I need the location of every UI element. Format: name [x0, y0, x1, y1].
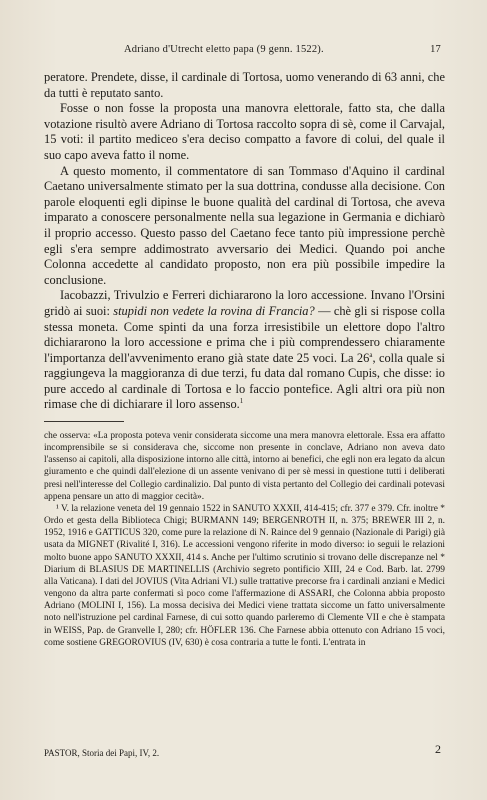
paragraph-text: , colla quale si raggiungeva la maggioranza di due terzi, fu data dal romano Cupis, che disse: io pure accedo al cardinale di Tortosa e lo faccio pontefice. Agli altri ora più non rimase che di dichiarare il loro assenso.	[44, 350, 445, 412]
running-head-title: Adriano d'Utrecht eletto papa (9 genn. 1522).	[124, 44, 324, 55]
paragraph-text: Iacobazzi, Trivulzio e Ferreri dichiararono la loro accessione. Invano l'Orsini gridò ai suoi:	[44, 288, 445, 318]
page-number: 17	[430, 44, 441, 55]
main-text	[44, 70, 445, 413]
page-footer	[44, 742, 441, 758]
italic-quote: stupidi non vedete la rovina di Francia?	[113, 303, 315, 318]
footer-citation: PASTOR, Storia dei Papi, IV, 2.	[44, 748, 160, 758]
footnote-continuation: che osserva: «La proposta poteva venir considerata siccome una mera manovra elettorale. Essa era affatto incomprensibile se si considerava che, siccome non presente in conclave, Adriano non aveva dato l'assenso ai capitoli, alla disposizione intorno alle città, intorno ai benefici, che egli non era legato da alcun giuramento e che quindi dall'elezione di un assente venivano di per sè messi in questione tutti i deliberati presi nell'interesse del Collegio cardinalizio. Dal punto di vista pertanto del Collegio dei cardinali potevasi appena pensare un atto di maggior cecità».	[44, 431, 445, 502]
signature-mark: 2	[435, 742, 441, 756]
ordinal-superscript: a	[369, 350, 373, 359]
paragraph	[44, 288, 445, 413]
paragraph-text: — chè gli si rispose colla stessa moneta. Come spinti da una forza irresistibile un elettore dopo l'altro dichiararono la loro accessione e prima che i più comprendessero chiaramente l'importanza dell'avvenimento erano già state date 25 voci. La 26	[44, 303, 445, 365]
footnote-1: ¹ V. la relazione veneta del 19 gennaio 1522 in SANUTO XXXII, 414-415; cfr. 377 e 379. Cfr. inoltre * Ordo et gesta della Biblioteca Chigi; BURMANN 149; BERGENROTH II, n. 375; BREWER III 2, n. 1952, 1916 e GATTICUS 320, come pure la relazione di N. Raince del 9 gennaio (Nazionale di Parigi) già usata da MIGNET (Rivalité I, 316). Le accessioni vengono riferite in modo diverso: io seguii le relazioni molto buone appo SANUTO XXXII, 414 s. Anche per l'ultimo scrutinio si trovano delle discrepanze nel * Diarium di BLASIUS DE MARTINELLIS (Archivio segreto pontificio XIII, 24 e Cod. Barb. lat. 2799 alla Vaticana). I dati del JOVIUS (Vita Adriani VI.) sulle trattative precorse fra i cardinali anziani e Medici vengono da altra parte confermati sì poco come l'affermazione di ASSARI, che Colonna abbia proposto Adriano (MOLINI I, 156). La mossa decisiva dei Medici viene trattata siccome un fatto universalmente noto nell'istruzione pel cardinal Farnese, di cui sotto quando parleremo di Clemente VII e che è stampata in WEISS, Pap. de Granvelle I, 280; cfr. HÖFLER 136. Che Farnese abbia ottenuto con Adriano 15 voci, come sostiene GREGOROVIUS (IV, 630) è cosa contraria a tutte le fonti. L'entrata in	[44, 503, 445, 648]
footnote-separator	[44, 421, 124, 422]
paragraph: Fosse o non fosse la proposta una manovra elettorale, fatto sta, che dalla votazione risultò avere Adriano di Tortosa raccolto sopra di sè, come il Carvajal, 15 voti: il partito mediceo s'era deciso compatto a favore di colui, del quale il suo capo aveva fatto il nome.	[44, 101, 445, 162]
footnote-reference: 1	[239, 397, 244, 406]
paragraph: A questo momento, il commentatore di san Tommaso d'Aquino il cardinal Caetano universalmente stimato per la sua dottrina, condusse alla decisione. Con parole eloquenti egli dipinse le buone qualità del cardinal di Tortosa, che aveva imparato a conoscere personalmente nella sua legazione in Germania e dichiarò il proprio accesso. Questo passo del Caetano fece tanto più impressione perchè egli s'era sempre addimostrato avversario dei Medici. Quando poi anche Colonna accedette al candidato proposto, non era più possibile impedire la conclusione.	[44, 163, 445, 287]
footnotes	[44, 430, 445, 649]
paragraph: peratore. Prendete, disse, il cardinale di Tortosa, uomo venerando di 63 anni, che da tutti è reputato santo.	[44, 70, 445, 100]
